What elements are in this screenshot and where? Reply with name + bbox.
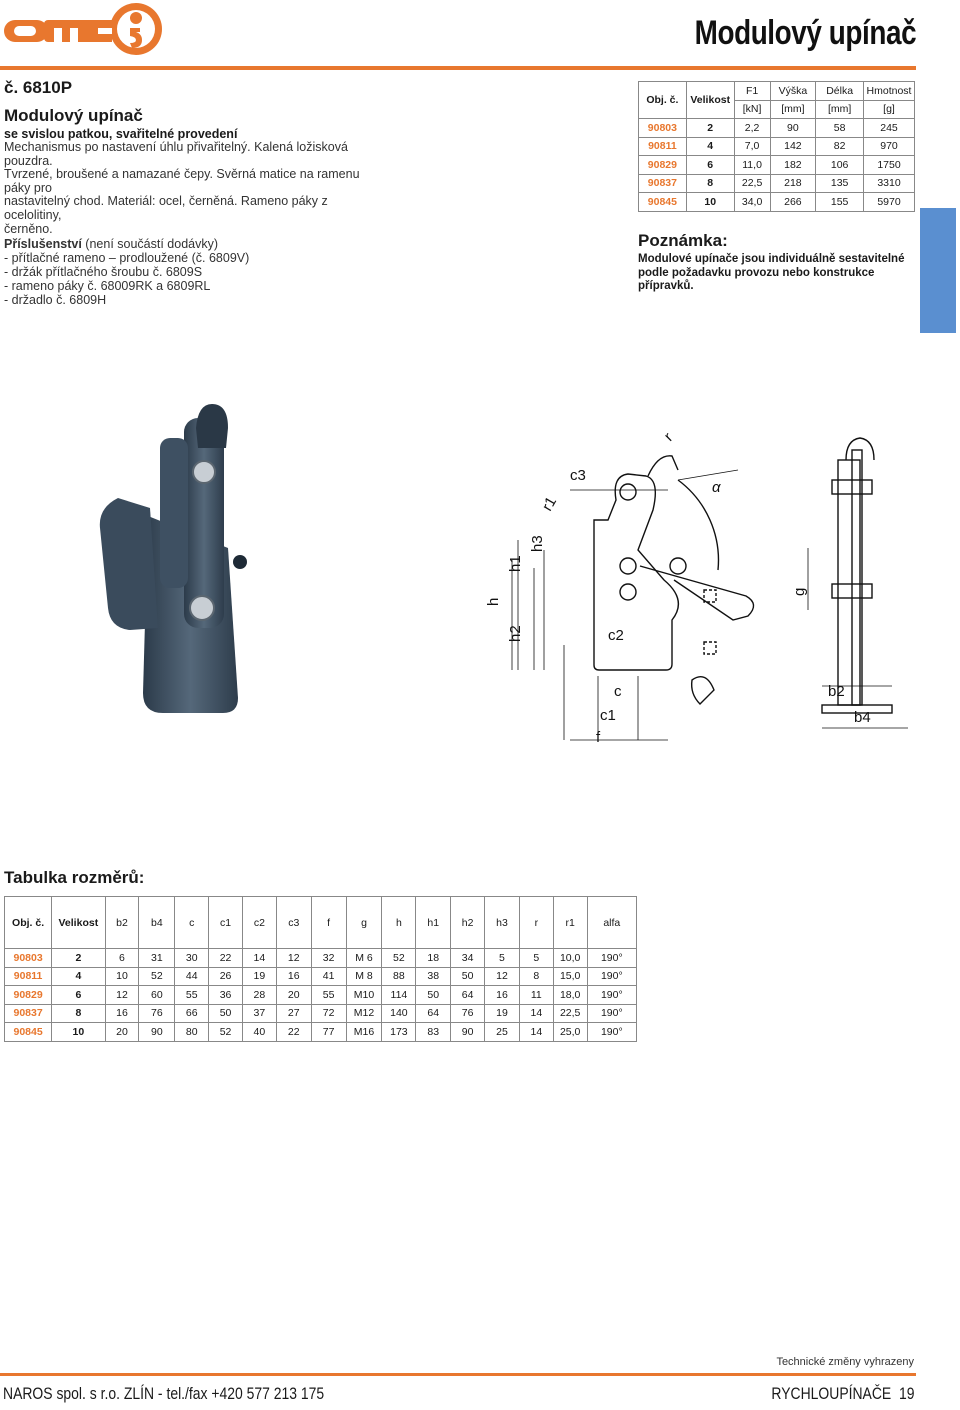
- dim-cell: 19: [242, 967, 276, 986]
- description-line: Mechanismus po nastavení úhlu přivařitelný. Kalená ložisková pouzdra.: [4, 140, 348, 168]
- spec-unit-height: [mm]: [770, 100, 816, 119]
- dim-cell: 5: [519, 949, 553, 968]
- dim-cell: 32: [311, 949, 346, 968]
- dim-cell: 76: [139, 1004, 175, 1023]
- dim-cell: 8: [519, 967, 553, 986]
- dim-cell: 41: [311, 967, 346, 986]
- accessories-title: Příslušenství: [4, 237, 82, 252]
- dim-cell: 77: [311, 1023, 346, 1042]
- dim-cell: 20: [276, 986, 311, 1005]
- description-line: Tvrzené, broušené a namazané čepy. Svěrná matice na ramenu páky pro: [4, 167, 360, 195]
- dim-cell: 10: [105, 967, 139, 986]
- product-description: [4, 141, 384, 236]
- dim-cell-code: 90837: [5, 1004, 52, 1023]
- label-h: h: [485, 597, 502, 606]
- label-g: g: [791, 587, 808, 596]
- dim-cell: 12: [105, 986, 139, 1005]
- dim-cell: 22,5: [553, 1004, 587, 1023]
- dim-cell: 30: [175, 949, 209, 968]
- label-b2: b2: [828, 683, 845, 700]
- dim-cell-size: 6: [52, 986, 105, 1005]
- dim-row: [5, 967, 637, 986]
- top-rule: [0, 66, 916, 70]
- dim-cell: 38: [416, 967, 451, 986]
- label-r1: r1: [538, 493, 561, 514]
- spec-f1: 7,0: [734, 137, 770, 156]
- spec-size: 6: [686, 156, 734, 175]
- dim-cell: 6: [105, 949, 139, 968]
- dim-cell-size: 10: [52, 1023, 105, 1042]
- dim-header: f: [311, 897, 346, 949]
- dim-cell: 114: [382, 986, 416, 1005]
- footer-company: NAROS spol. s r.o. ZLÍN - tel./fax +420 577 213 175: [3, 1384, 325, 1403]
- dim-header-row: [5, 897, 637, 949]
- dim-cell: 90: [139, 1023, 175, 1042]
- dim-cell: 90: [451, 1023, 485, 1042]
- spec-row: [639, 174, 915, 193]
- dim-cell: 83: [416, 1023, 451, 1042]
- dim-cell-code: 90803: [5, 949, 52, 968]
- spec-header-size: Velikost: [686, 82, 734, 119]
- dimensions-title: Tabulka rozměrů:: [4, 868, 145, 887]
- spec-length: 82: [816, 137, 864, 156]
- dim-cell: M 8: [346, 967, 382, 986]
- page-title: Modulový upínač: [694, 14, 916, 52]
- spec-unit-f1: [kN]: [734, 100, 770, 119]
- dim-header: Obj. č.: [5, 897, 52, 949]
- dim-header: c3: [276, 897, 311, 949]
- dim-header: b4: [139, 897, 175, 949]
- dim-cell: M12: [346, 1004, 382, 1023]
- spec-weight: 5970: [864, 193, 915, 212]
- product-info: [4, 76, 384, 307]
- dim-cell: 22: [276, 1023, 311, 1042]
- dim-cell: 27: [276, 1004, 311, 1023]
- spec-f1: 22,5: [734, 174, 770, 193]
- changes-notice: Technické změny vyhrazeny: [776, 1356, 914, 1368]
- dim-cell: 11: [519, 986, 553, 1005]
- dim-header: c1: [209, 897, 243, 949]
- dim-cell: 15,0: [553, 967, 587, 986]
- dim-cell: 50: [451, 967, 485, 986]
- spec-header-length: Délka: [816, 82, 864, 101]
- spec-code: 90803: [639, 119, 687, 138]
- dim-cell: 22: [209, 949, 243, 968]
- spec-length: 135: [816, 174, 864, 193]
- dim-cell: 14: [242, 949, 276, 968]
- product-photo: [88, 398, 263, 716]
- dim-header: h2: [451, 897, 485, 949]
- dim-cell: 34: [451, 949, 485, 968]
- spec-header-height: Výška: [770, 82, 816, 101]
- accessory-item: - přítlačné rameno – prodloužené (č. 6809V): [4, 251, 250, 266]
- spec-weight: 245: [864, 119, 915, 138]
- label-c2: c2: [608, 627, 624, 644]
- note-title: Poznámka:: [638, 231, 728, 250]
- dim-cell: 26: [209, 967, 243, 986]
- bottom-rule: [0, 1373, 916, 1376]
- dim-cell: 16: [105, 1004, 139, 1023]
- dim-cell-code: 90829: [5, 986, 52, 1005]
- dim-cell: 25: [485, 1023, 520, 1042]
- dim-cell: 140: [382, 1004, 416, 1023]
- dimensions-table: [4, 896, 637, 1042]
- spec-unit-length: [mm]: [816, 100, 864, 119]
- dim-cell: 190°: [587, 986, 636, 1005]
- spec-f1: 11,0: [734, 156, 770, 175]
- dim-cell: 16: [485, 986, 520, 1005]
- dim-cell: 40: [242, 1023, 276, 1042]
- label-b4: b4: [854, 709, 871, 726]
- spec-size: 8: [686, 174, 734, 193]
- dim-header: c2: [242, 897, 276, 949]
- dim-cell: 190°: [587, 949, 636, 968]
- spec-header-weight: Hmotnost: [864, 82, 915, 101]
- label-f: f: [596, 729, 601, 746]
- dim-cell: 50: [209, 1004, 243, 1023]
- description-line: černěno.: [4, 221, 53, 236]
- dim-cell: 52: [139, 967, 175, 986]
- dim-cell: 20: [105, 1023, 139, 1042]
- dim-row: [5, 1023, 637, 1042]
- dim-row: [5, 986, 637, 1005]
- description-line: nastavitelný chod. Materiál: ocel, černěná. Rameno páky z ocelolitiny,: [4, 194, 328, 222]
- dim-cell: 55: [175, 986, 209, 1005]
- dim-cell: 80: [175, 1023, 209, 1042]
- spec-row: [639, 156, 915, 175]
- dim-cell: 12: [276, 949, 311, 968]
- accessories-heading: [4, 237, 384, 251]
- dim-cell: M 6: [346, 949, 382, 968]
- spec-row: [639, 137, 915, 156]
- spec-code: 90829: [639, 156, 687, 175]
- amf-logo: [4, 2, 164, 56]
- dim-cell: 36: [209, 986, 243, 1005]
- dim-cell: 18: [416, 949, 451, 968]
- dim-cell: 28: [242, 986, 276, 1005]
- spec-code: 90811: [639, 137, 687, 156]
- product-number: č. 6810P: [4, 78, 73, 97]
- spec-f1: 2,2: [734, 119, 770, 138]
- technical-drawing: [478, 420, 926, 750]
- label-h3: h3: [529, 535, 546, 552]
- spec-header-row: [639, 82, 915, 101]
- dim-cell: 31: [139, 949, 175, 968]
- dim-cell: 60: [139, 986, 175, 1005]
- spec-code: 90837: [639, 174, 687, 193]
- dim-cell: 18,0: [553, 986, 587, 1005]
- dim-cell: 19: [485, 1004, 520, 1023]
- footer-section-name: RYCHLOUPÍNAČE: [770, 1384, 891, 1403]
- spec-height: 266: [770, 193, 816, 212]
- dim-cell: 190°: [587, 967, 636, 986]
- dim-header: b2: [105, 897, 139, 949]
- dim-cell: 25,0: [553, 1023, 587, 1042]
- dim-cell-size: 2: [52, 949, 105, 968]
- dim-cell: 12: [485, 967, 520, 986]
- accessories-note: (není součástí dodávky): [81, 237, 219, 252]
- dim-cell: 190°: [587, 1004, 636, 1023]
- dim-cell-size: 4: [52, 967, 105, 986]
- dim-cell: 76: [451, 1004, 485, 1023]
- accessory-item: - držák přítlačného šroubu č. 6809S: [4, 265, 203, 280]
- dim-cell: 16: [276, 967, 311, 986]
- dim-cell-code: 90811: [5, 967, 52, 986]
- spec-height: 142: [770, 137, 816, 156]
- dim-cell: 55: [311, 986, 346, 1005]
- dim-cell: 88: [382, 967, 416, 986]
- label-c3: c3: [570, 467, 586, 484]
- dim-cell: 64: [451, 986, 485, 1005]
- section-side-tab: [920, 208, 956, 333]
- spec-f1: 34,0: [734, 193, 770, 212]
- dim-cell-code: 90845: [5, 1023, 52, 1042]
- spec-unit-weight: [g]: [864, 100, 915, 119]
- label-c1: c1: [600, 707, 616, 724]
- accessories-list: [4, 251, 384, 307]
- dim-cell: 52: [382, 949, 416, 968]
- note-text: Modulové upínače jsou individuálně sestavitelné podle požadavku provozu nebo konstrukce přípravků.: [638, 253, 905, 293]
- spec-length: 106: [816, 156, 864, 175]
- label-c: c: [614, 683, 622, 700]
- dim-header: r1: [553, 897, 587, 949]
- dim-header: alfa: [587, 897, 636, 949]
- product-name: Modulový upínač: [4, 106, 143, 125]
- label-h1: h1: [507, 555, 524, 572]
- spec-height: 182: [770, 156, 816, 175]
- dim-cell: 173: [382, 1023, 416, 1042]
- dim-header: h: [382, 897, 416, 949]
- dim-cell: 64: [416, 1004, 451, 1023]
- spec-weight: 3310: [864, 174, 915, 193]
- spec-length: 155: [816, 193, 864, 212]
- spec-height: 90: [770, 119, 816, 138]
- spec-weight: 1750: [864, 156, 915, 175]
- dim-cell: 5: [485, 949, 520, 968]
- spec-code: 90845: [639, 193, 687, 212]
- dim-cell: 72: [311, 1004, 346, 1023]
- dim-cell: 50: [416, 986, 451, 1005]
- dim-cell: M10: [346, 986, 382, 1005]
- dim-cell-size: 8: [52, 1004, 105, 1023]
- page-number: 19: [898, 1384, 914, 1403]
- spec-header-obj: Obj. č.: [639, 82, 687, 119]
- footer-section: [771, 1384, 914, 1404]
- accessory-item: - držadlo č. 6809H: [4, 293, 107, 308]
- spec-size: 2: [686, 119, 734, 138]
- spec-row: [639, 119, 915, 138]
- label-h2: h2: [507, 625, 524, 642]
- product-subtitle: se svislou patkou, svařitelné provedení: [4, 127, 238, 141]
- dim-cell: M16: [346, 1023, 382, 1042]
- spec-length: 58: [816, 119, 864, 138]
- dim-header: h1: [416, 897, 451, 949]
- dim-cell: 14: [519, 1023, 553, 1042]
- spec-header-f1: F1: [734, 82, 770, 101]
- dim-row: [5, 949, 637, 968]
- dim-header: g: [346, 897, 382, 949]
- dim-cell: 14: [519, 1004, 553, 1023]
- accessory-item: - rameno páky č. 68009RK a 6809RL: [4, 279, 211, 294]
- dim-header: c: [175, 897, 209, 949]
- spec-height: 218: [770, 174, 816, 193]
- dim-cell: 52: [209, 1023, 243, 1042]
- label-alpha: α: [712, 479, 721, 496]
- spec-weight: 970: [864, 137, 915, 156]
- dim-cell: 10,0: [553, 949, 587, 968]
- dim-cell: 190°: [587, 1023, 636, 1042]
- dim-cell: 66: [175, 1004, 209, 1023]
- spec-row: [639, 193, 915, 212]
- dim-row: [5, 1004, 637, 1023]
- spec-size: 4: [686, 137, 734, 156]
- dim-cell: 37: [242, 1004, 276, 1023]
- dim-cell: 44: [175, 967, 209, 986]
- label-r: r: [660, 429, 677, 445]
- dim-header: Velikost: [52, 897, 105, 949]
- spec-size: 10: [686, 193, 734, 212]
- dim-header: h3: [485, 897, 520, 949]
- dim-header: r: [519, 897, 553, 949]
- spec-table: [638, 81, 915, 212]
